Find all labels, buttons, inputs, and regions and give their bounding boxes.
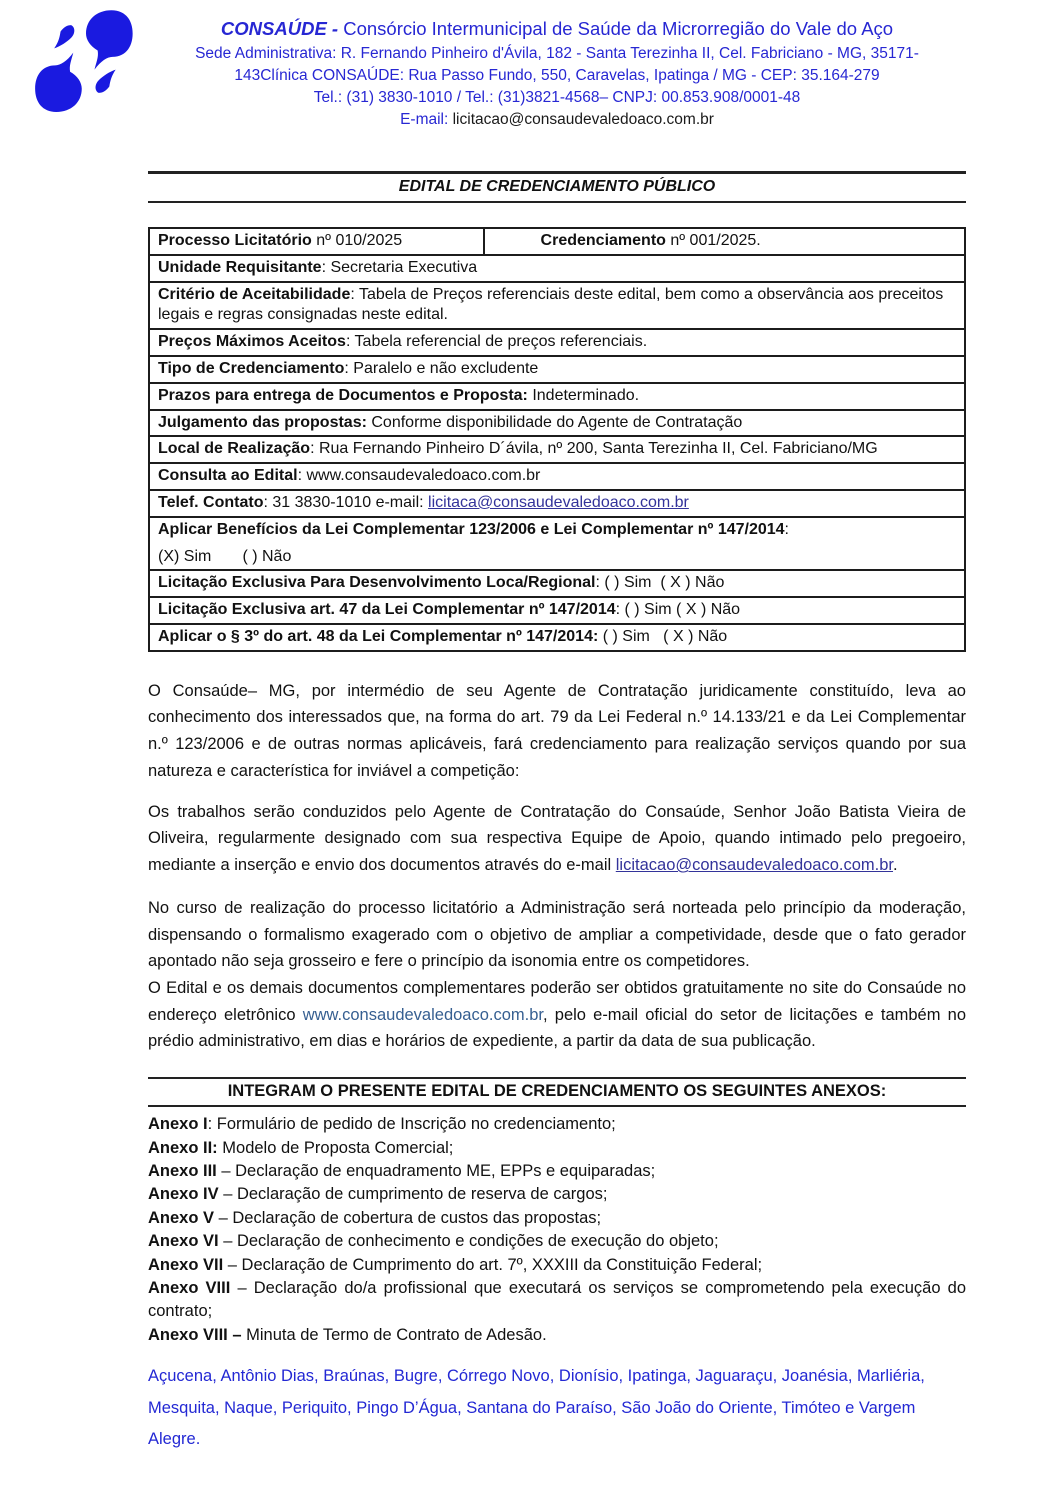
website-link[interactable]: www.consaudevaledoaco.com.br (302, 1005, 544, 1024)
row-telefone-contato (149, 490, 965, 517)
annex-item-3: Anexo III – Declaração de enquadramento ME, EPPs e equiparadas; (148, 1161, 656, 1180)
address-line-1: Sede Administrativa: R. Fernando Pinheiro d'Ávila, 182 - Santa Terezinha II, Cel. Fabriciano - MG, 35171- (195, 45, 919, 62)
tipo-value: : Paralelo e não excludente (344, 359, 539, 377)
paragraph-intro: O Consaúde– MG, por intermédio de seu Agente de Contratação juridicamente constituído, leva ao conhecimento dos interessados que, na forma do art. 79 da Lei Federal n.º 14.133/21 e da Lei Complementar n.º 123/2006 e de outras normas aplicáveis, fará credenciamento para realização serviços quando por sua natureza e característica for inviável a competição: (148, 681, 966, 780)
licitacao-email-link[interactable]: licitaca@consaudevaledoaco.com.br (428, 493, 689, 511)
cell-processo (149, 228, 484, 255)
cell-credenciamento (484, 228, 965, 255)
local-label: Local de Realização (158, 440, 311, 458)
org-subtitle: Consórcio Intermunicipal de Saúde da Microrregião do Vale do Aço (343, 18, 894, 39)
annex-list (148, 1113, 966, 1347)
precos-label: Preços Máximos Aceitos (158, 333, 346, 351)
telef-label: Telef. Contato (158, 493, 264, 511)
row-processo-credenciamento (149, 228, 965, 255)
unidade-label: Unidade Requisitante (158, 258, 322, 276)
row-criterio-aceitabilidade (149, 282, 965, 330)
logo-icon (33, 6, 139, 112)
precos-value: : Tabela referencial de preços referenciais. (345, 333, 648, 351)
beneficios-colon: : (784, 520, 789, 538)
prazos-label: Prazos para entrega de Documentos e Proposta: (158, 386, 528, 404)
criterio-value: : Tabela de Preços referenciais deste edital, bem como a observância aos preceitos legais e regras consignadas neste edital. (158, 285, 944, 324)
consaude-logo (33, 6, 139, 112)
exclusiva-local-value: : ( ) Sim ( X ) Não (595, 574, 725, 592)
paragraph-edital-obtencao: O Edital e os demais documentos complementares poderão ser obtidos gratuitamente no site do Consaúde no endereço eletrônico www.consaudevaledoaco.com.br, pelo e-mail oficial do setor de licitações e também no prédio administrativo, em dias e horários de expediente, a partir da data de sua publicação. (148, 978, 966, 1051)
row-art48 (149, 624, 965, 651)
licitacao-email-link-2[interactable]: licitacao@consaudevaledoaco.com.br (615, 856, 894, 875)
document-title (148, 171, 966, 203)
org-name: CONSAÚDE - (220, 18, 344, 39)
julgamento-value: Conforme disponibilidade do Agente de Contratação (366, 413, 743, 431)
row-consulta-edital (149, 463, 965, 490)
paragraph-principio: No curso de realização do processo licitatório a Administração será norteada pelo princípio da moderação, dispensando o formalismo exagerado com o objetivo de ampliar a competividade, desde que o fato gerador apontado não seja grosseiro e fere o princípio da isonomia entre os competidores. (148, 898, 966, 971)
row-julgamento-propostas (149, 410, 965, 437)
unidade-value: : Secretaria Executiva (321, 258, 478, 276)
row-unidade-requisitante (149, 255, 965, 282)
annex-item-5: Anexo V – Declaração de cobertura de custos das propostas; (148, 1208, 602, 1227)
tipo-label: Tipo de Credenciamento (158, 359, 345, 377)
address-line-2: 143Clínica CONSAÚDE: Rua Passo Fundo, 550, Caravelas, Ipatinga / MG - CEP: 35.164-279 (234, 67, 880, 84)
org-title-line (148, 18, 966, 40)
row-local-realizacao (149, 436, 965, 463)
beneficios-label: Aplicar Benefícios da Lei Complementar 123/2006 e Lei Complementar nº 147/2014 (158, 520, 785, 538)
beneficios-options: (X) Sim ( ) Não (158, 547, 292, 565)
consulta-label: Consulta ao Edital (158, 467, 298, 485)
email-label: E-mail: (400, 111, 449, 128)
email-line (148, 109, 966, 131)
prazos-value: Indeterminado. (527, 386, 640, 404)
julgamento-label: Julgamento das propostas: (158, 413, 367, 431)
processo-value: nº 010/2025 (311, 232, 403, 249)
letterhead (148, 18, 966, 131)
row-exclusiva-local-regional (149, 570, 965, 597)
row-tipo-credenciamento (149, 356, 965, 383)
row-prazos-entrega (149, 383, 965, 410)
annex-item-2: Anexo II: Modelo de Proposta Comercial; (148, 1138, 454, 1157)
annex-item-4: Anexo IV – Declaração de cumprimento de reserva de cargos; (148, 1185, 608, 1204)
annex-heading (148, 1077, 966, 1107)
row-precos-maximos (149, 329, 965, 356)
annex-item-6: Anexo VI – Declaração de conhecimento e condições de execução do objeto; (148, 1232, 719, 1251)
processo-label: Processo Licitatório (158, 232, 312, 249)
telef-value: : 31 3830-1010 e-mail: (263, 493, 429, 511)
email-value: licitacao@consaudevaledoaco.com.br (452, 111, 714, 128)
document-content (148, 0, 966, 1455)
criterio-label: Critério de Aceitabilidade (158, 285, 351, 303)
art48-value: ( ) Sim ( X ) Não (598, 627, 728, 645)
consulta-value: : www.consaudevaledoaco.com.br (297, 467, 541, 485)
art48-label: Aplicar o § 3º do art. 48 da Lei Complementar nº 147/2014: (158, 627, 599, 645)
annex-item-7: Anexo VII – Declaração de Cumprimento do art. 7º, XXXIII da Constituição Federal; (148, 1255, 763, 1274)
annex-heading-text: INTEGRAM O PRESENTE EDITAL DE CREDENCIAMENTO OS SEGUINTES ANEXOS: (227, 1082, 887, 1101)
process-info-table (148, 227, 966, 652)
credenciamento-value: nº 001/2025. (665, 232, 761, 249)
member-cities: Açucena, Antônio Dias, Braúnas, Bugre, Córrego Novo, Dionísio, Ipatinga, Jaguaraçu, Joanésia, Marliéria, Mesquita, Naque, Periquito, Pingo D’Água, Santana do Paraíso, São João do Oriente, Timóteo e Vargem Alegre. (148, 1367, 925, 1448)
document-title-text: EDITAL DE CREDENCIAMENTO PÚBLICO (398, 178, 716, 195)
exclusiva-local-label: Licitação Exclusiva Para Desenvolvimento Loca/Regional (158, 574, 596, 592)
annex-item-9: Anexo VIII – Minuta de Termo de Contrato de Adesão. (148, 1325, 547, 1344)
row-beneficios-lc123 (149, 517, 965, 571)
paragraph-trabalhos-text: Os trabalhos serão conduzidos pelo Agente de Contratação do Consaúde, Senhor João Batista Vieira de Oliveira, regularmente designado com sua respectiva Equipe de Apoio, quando intimado pelo pregoeiro, mediante a inserção e envio dos documentos através do e-mail (148, 802, 966, 875)
paragraph-trabalhos: Os trabalhos serão conduzidos pelo Agente de Contratação do Consaúde, Senhor João Batista Vieira de Oliveira, regularmente designado com sua respectiva Equipe de Apoio, quando intimado pelo pregoeiro, mediante a inserção e envio dos documentos através do e-mail licitacao@consaudevaledoaco.com.br. (148, 802, 966, 875)
annex-item-1: Anexo I: Formulário de pedido de Inscrição no credenciamento; (148, 1115, 616, 1134)
row-exclusiva-art47 (149, 597, 965, 624)
exclusiva-art47-value: : ( ) Sim ( X ) Não (615, 601, 741, 619)
phone-cnpj-line: Tel.: (31) 3830-1010 / Tel.: (31)3821-4568– CNPJ: 00.853.908/0001-48 (313, 89, 801, 106)
annex-item-8: Anexo VIII – Declaração do/a profissional que executará os serviços se comprometendo pela execução do contrato; (148, 1279, 966, 1321)
local-value: : Rua Fernando Pinheiro D´ávila, nº 200, Santa Terezinha II, Cel. Fabriciano/MG (310, 440, 878, 458)
credenciamento-label: Credenciamento (540, 232, 666, 249)
exclusiva-art47-label: Licitação Exclusiva art. 47 da Lei Complementar nº 147/2014 (158, 601, 616, 619)
